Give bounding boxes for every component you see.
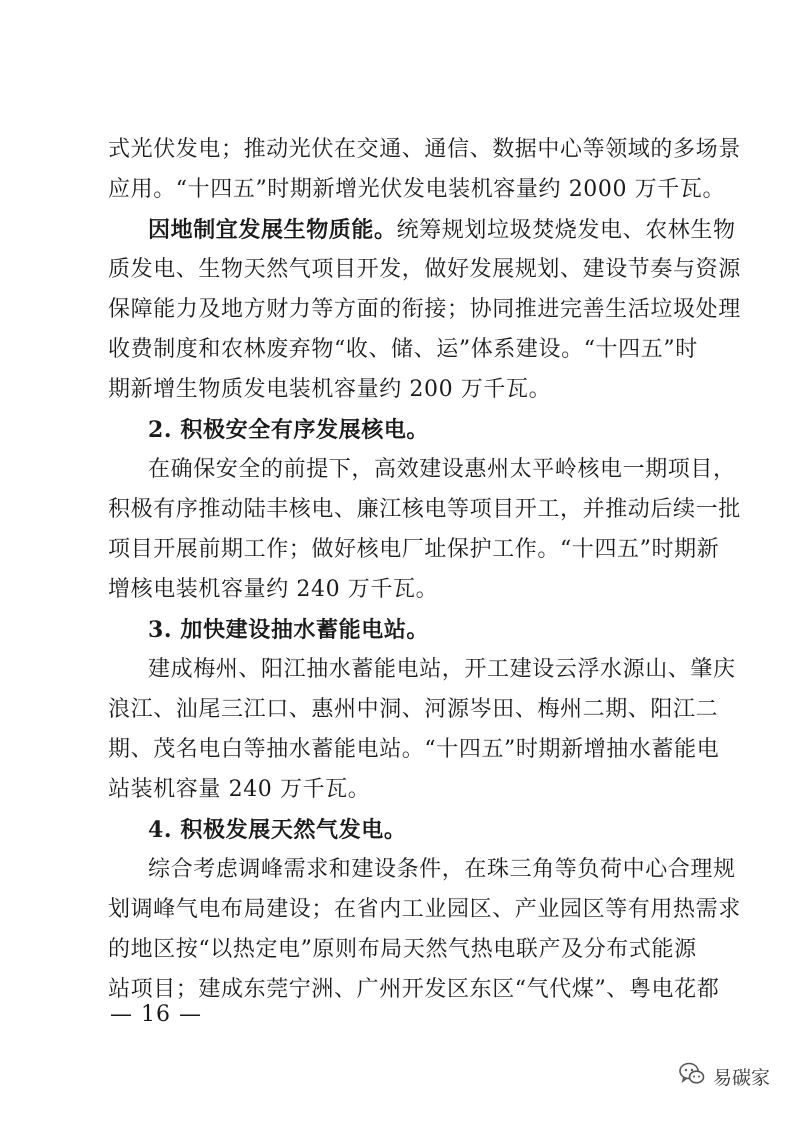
watermark-label: 易碳家 [712,1067,770,1089]
section-heading: 4. 积极发展天然气发电。 [148,817,407,843]
paragraph-line: 质发电、生物天然气项目开发，做好发展规划、建设节奏与资源 [108,257,741,282]
watermark [679,1062,770,1091]
paragraph-line: 划调峰气电布局建设；在省内工业园区、产业园区等有用热需求 [108,897,741,922]
paragraph-text: 统筹规划垃圾焚烧发电、农林生物 [396,218,736,243]
section-heading-inline: 因地制宜发展生物质能。 [148,217,397,243]
paragraph-line: 期新增生物质发电装机容量约 200 万千瓦。 [108,377,552,402]
paragraph-line: 保障能力及地方财力等方面的衔接；协同推进完善生活垃圾处理 [108,297,741,322]
paragraph-line: 浪江、汕尾三江口、惠州中洞、河源岑田、梅州二期、阳江二 [108,697,719,722]
paragraph-line: 积极有序推动陆丰核电、廉江核电等项目开工，并推动后续一批 [108,497,741,522]
paragraph-line: 的地区按“以热定电”原则布局天然气热电联产及分布式能源 [108,937,697,962]
paragraph-line: 站项目；建成东莞宁洲、广州开发区东区“气代煤”、粤电花都 [108,977,720,1002]
paragraph-line [148,215,736,245]
paragraph-line: 期、茂名电白等抽水蓄能电站。“十四五”时期新增抽水蓄能电 [108,737,720,762]
paragraph-line: 综合考虑调峰需求和建设条件，在珠三角等负荷中心合理规 [148,857,736,882]
paragraph-line: 收费制度和农林废弃物“收、储、运”体系建设。“十四五”时 [108,337,698,362]
paragraph-line: 应用。“十四五”时期新增光伏发电装机容量约 2000 万千瓦。 [108,177,726,202]
paragraph-line: 增核电装机容量约 240 万千瓦。 [108,577,439,602]
wechat-icon [679,1062,705,1091]
section-heading: 3. 加快建设抽水蓄能电站。 [148,617,430,643]
paragraph-line: 站装机容量 240 万千瓦。 [108,777,371,802]
paragraph-line: 在确保安全的前提下，高效建设惠州太平岭核电一期项目， [148,457,736,482]
page-number: — 16 — [110,1002,202,1027]
paragraph-line: 式光伏发电；推动光伏在交通、通信、数据中心等领域的多场景 [108,137,741,162]
section-heading: 2. 积极安全有序发展核电。 [148,417,430,443]
paragraph-line: 建成梅州、阳江抽水蓄能电站，开工建设云浮水源山、肇庆 [148,657,736,682]
paragraph-line: 项目开展前期工作；做好核电厂址保护工作。“十四五”时期新 [108,537,720,562]
